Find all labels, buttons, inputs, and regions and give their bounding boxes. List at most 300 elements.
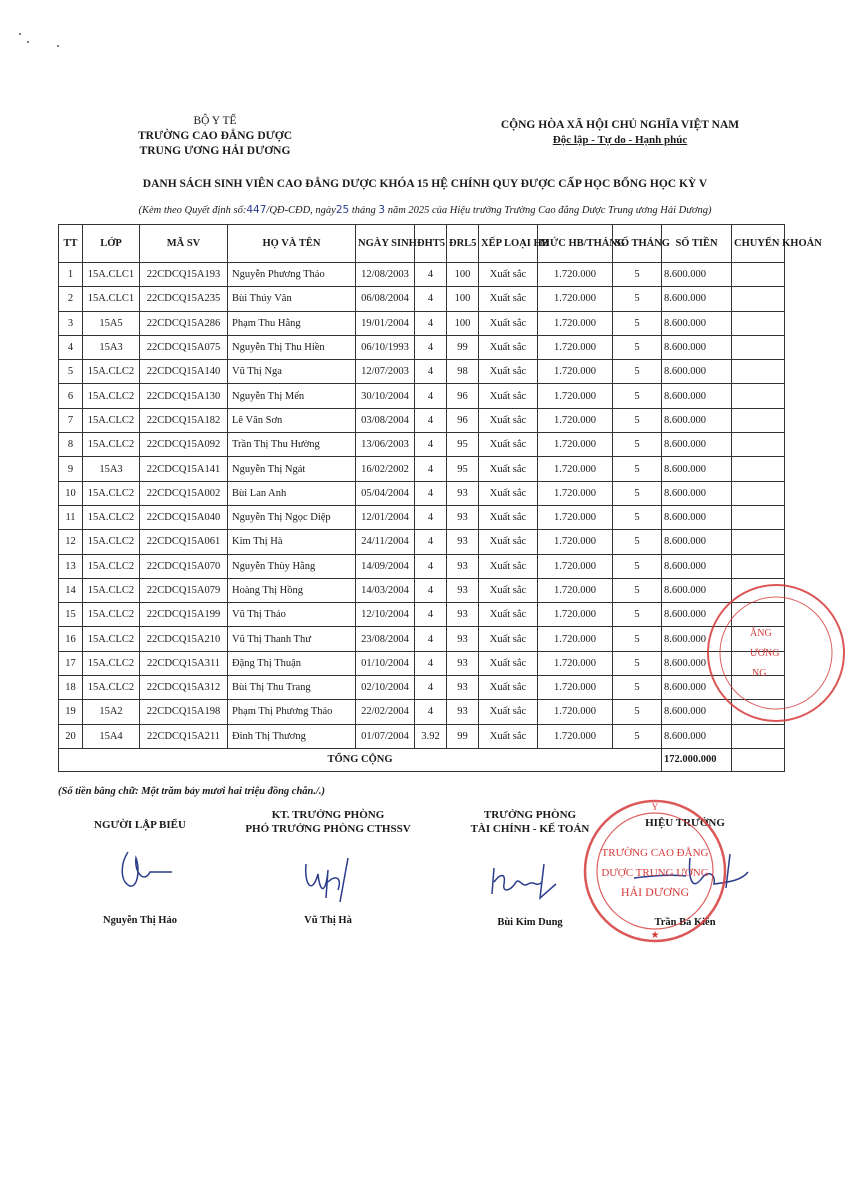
cell-transfer bbox=[732, 481, 785, 505]
cell-student-id: 22CDCQ15A092 bbox=[140, 433, 228, 457]
cell-class: 15A.CLC2 bbox=[83, 530, 140, 554]
cell-dht5: 4 bbox=[415, 335, 447, 359]
cell-student-id: 22CDCQ15A061 bbox=[140, 530, 228, 554]
cell-monthly-rate: 1.720.000 bbox=[538, 481, 613, 505]
cell-student-id: 22CDCQ15A182 bbox=[140, 408, 228, 432]
svg-text:★: ★ bbox=[650, 930, 660, 941]
table-row bbox=[59, 311, 785, 335]
cell-student-id: 22CDCQ15A286 bbox=[140, 311, 228, 335]
cell-dht5: 4 bbox=[415, 700, 447, 724]
cell-tt: 17 bbox=[59, 651, 83, 675]
table-header-row bbox=[59, 225, 785, 263]
cell-drl5: 95 bbox=[447, 457, 479, 481]
cell-monthly-rate: 1.720.000 bbox=[538, 578, 613, 602]
cell-dht5: 4 bbox=[415, 578, 447, 602]
cell-tt: 16 bbox=[59, 627, 83, 651]
seal-line2: DƯỢC TRUNG ƯƠNG bbox=[601, 867, 709, 879]
table-row bbox=[59, 603, 785, 627]
cell-birth-date: 14/09/2004 bbox=[356, 554, 415, 578]
cell-student-id: 22CDCQ15A040 bbox=[140, 505, 228, 529]
table-row bbox=[59, 651, 785, 675]
cell-months: 5 bbox=[613, 360, 662, 384]
cell-class: 15A.CLC2 bbox=[83, 505, 140, 529]
cell-rank: Xuất sắc bbox=[479, 433, 538, 457]
cell-birth-date: 05/04/2004 bbox=[356, 481, 415, 505]
cell-amount: 8.600.000 bbox=[662, 700, 732, 724]
cell-monthly-rate: 1.720.000 bbox=[538, 603, 613, 627]
header-monthly-rate: MỨC HB/THÁNG bbox=[538, 225, 613, 263]
cell-rank: Xuất sắc bbox=[479, 481, 538, 505]
cell-amount: 8.600.000 bbox=[662, 724, 732, 748]
cell-amount: 8.600.000 bbox=[662, 651, 732, 675]
motto: Độc lập - Tự do - Hạnh phúc bbox=[552, 134, 688, 146]
cell-months: 5 bbox=[613, 603, 662, 627]
ministry-name: BỘ Y TẾ bbox=[193, 115, 237, 127]
cell-student-id: 22CDCQ15A070 bbox=[140, 554, 228, 578]
scholarship-table bbox=[58, 224, 822, 772]
header-tt: TT bbox=[59, 225, 83, 263]
cell-tt: 1 bbox=[59, 263, 83, 287]
finance-title1: TRƯỞNG PHÒNG bbox=[483, 809, 577, 821]
cell-birth-date: 12/08/2003 bbox=[356, 263, 415, 287]
cell-full-name: Nguyễn Thùy Hằng bbox=[228, 554, 356, 578]
svg-text:NG: NG bbox=[752, 668, 767, 679]
cell-transfer bbox=[732, 335, 785, 359]
cell-amount: 8.600.000 bbox=[662, 433, 732, 457]
cell-birth-date: 30/10/2004 bbox=[356, 384, 415, 408]
cell-transfer bbox=[732, 433, 785, 457]
cell-class: 15A.CLC1 bbox=[83, 287, 140, 311]
cell-rank: Xuất sắc bbox=[479, 384, 538, 408]
cell-months: 5 bbox=[613, 384, 662, 408]
cell-monthly-rate: 1.720.000 bbox=[538, 287, 613, 311]
cell-rank: Xuất sắc bbox=[479, 360, 538, 384]
decision-ref-part2: /QĐ-CĐD, ngày bbox=[266, 205, 336, 216]
cell-class: 15A.CLC2 bbox=[83, 603, 140, 627]
cell-birth-date: 06/10/1993 bbox=[356, 335, 415, 359]
cell-monthly-rate: 1.720.000 bbox=[538, 311, 613, 335]
cell-drl5: 93 bbox=[447, 578, 479, 602]
cell-dht5: 4 bbox=[415, 408, 447, 432]
table-row bbox=[59, 627, 785, 651]
cell-amount: 8.600.000 bbox=[662, 408, 732, 432]
cell-full-name: Nguyễn Thị Mến bbox=[228, 384, 356, 408]
table-row bbox=[59, 360, 785, 384]
cell-student-id: 22CDCQ15A002 bbox=[140, 481, 228, 505]
table-row bbox=[59, 554, 785, 578]
cell-months: 5 bbox=[613, 335, 662, 359]
cell-rank: Xuất sắc bbox=[479, 700, 538, 724]
cell-birth-date: 12/07/2003 bbox=[356, 360, 415, 384]
country-name: CỘNG HÒA XÃ HỘI CHỦ NGHĨA VIỆT NAM bbox=[500, 119, 740, 131]
table-row bbox=[59, 335, 785, 359]
cell-amount: 8.600.000 bbox=[662, 335, 732, 359]
cell-student-id: 22CDCQ15A210 bbox=[140, 627, 228, 651]
cell-dht5: 4 bbox=[415, 433, 447, 457]
cell-rank: Xuất sắc bbox=[479, 554, 538, 578]
cell-tt: 3 bbox=[59, 311, 83, 335]
cell-dht5: 4 bbox=[415, 530, 447, 554]
cell-dht5: 4 bbox=[415, 287, 447, 311]
cell-full-name: Đinh Thị Thương bbox=[228, 724, 356, 748]
cell-monthly-rate: 1.720.000 bbox=[538, 263, 613, 287]
cell-tt: 20 bbox=[59, 724, 83, 748]
cell-transfer bbox=[732, 554, 785, 578]
cell-tt: 19 bbox=[59, 700, 83, 724]
cell-student-id: 22CDCQ15A193 bbox=[140, 263, 228, 287]
cell-drl5: 93 bbox=[447, 651, 479, 675]
total-label: TỔNG CỘNG bbox=[59, 748, 662, 771]
cell-birth-date: 19/01/2004 bbox=[356, 311, 415, 335]
official-seal-icon bbox=[580, 796, 730, 946]
cell-drl5: 93 bbox=[447, 554, 479, 578]
cell-amount: 8.600.000 bbox=[662, 263, 732, 287]
cell-drl5: 95 bbox=[447, 433, 479, 457]
cell-rank: Xuất sắc bbox=[479, 311, 538, 335]
cell-full-name: Nguyễn Thị Ngọc Diệp bbox=[228, 505, 356, 529]
cell-class: 15A.CLC2 bbox=[83, 433, 140, 457]
cell-months: 5 bbox=[613, 724, 662, 748]
table-row bbox=[59, 700, 785, 724]
svg-text:Y: Y bbox=[651, 802, 659, 812]
cell-rank: Xuất sắc bbox=[479, 457, 538, 481]
cell-class: 15A.CLC2 bbox=[83, 578, 140, 602]
cell-rank: Xuất sắc bbox=[479, 603, 538, 627]
cell-transfer bbox=[732, 530, 785, 554]
cell-class: 15A.CLC2 bbox=[83, 676, 140, 700]
cell-class: 15A.CLC2 bbox=[83, 627, 140, 651]
cell-rank: Xuất sắc bbox=[479, 263, 538, 287]
cell-drl5: 100 bbox=[447, 287, 479, 311]
cell-tt: 15 bbox=[59, 603, 83, 627]
cell-class: 15A3 bbox=[83, 457, 140, 481]
cell-drl5: 93 bbox=[447, 530, 479, 554]
cell-amount: 8.600.000 bbox=[662, 457, 732, 481]
cell-transfer bbox=[732, 505, 785, 529]
cell-full-name: Bùi Lan Anh bbox=[228, 481, 356, 505]
cell-dht5: 4 bbox=[415, 360, 447, 384]
table-row bbox=[59, 530, 785, 554]
cell-rank: Xuất sắc bbox=[479, 287, 538, 311]
cell-full-name: Kim Thị Hà bbox=[228, 530, 356, 554]
preparer-name: Nguyễn Thị Hảo bbox=[103, 915, 177, 926]
cell-amount: 8.600.000 bbox=[662, 360, 732, 384]
cell-student-id: 22CDCQ15A211 bbox=[140, 724, 228, 748]
cell-drl5: 100 bbox=[447, 263, 479, 287]
cell-months: 5 bbox=[613, 457, 662, 481]
student-affairs-name: Vũ Thị Hà bbox=[304, 915, 352, 926]
cell-full-name: Vũ Thị Nga bbox=[228, 360, 356, 384]
cell-tt: 18 bbox=[59, 676, 83, 700]
header-birth-date: NGÀY SINH bbox=[356, 225, 415, 263]
table-row bbox=[59, 384, 785, 408]
table-row bbox=[59, 263, 785, 287]
cell-amount: 8.600.000 bbox=[662, 578, 732, 602]
cell-amount: 8.600.000 bbox=[662, 505, 732, 529]
signature-block-preparer bbox=[80, 818, 200, 930]
cell-class: 15A.CLC2 bbox=[83, 651, 140, 675]
cell-monthly-rate: 1.720.000 bbox=[538, 408, 613, 432]
cell-birth-date: 16/02/2002 bbox=[356, 457, 415, 481]
cell-tt: 8 bbox=[59, 433, 83, 457]
cell-months: 5 bbox=[613, 700, 662, 724]
cell-class: 15A5 bbox=[83, 311, 140, 335]
principal-name: Trần Bá Kiên bbox=[654, 917, 716, 928]
cell-full-name: Phạm Thị Phương Thảo bbox=[228, 700, 356, 724]
cell-dht5: 4 bbox=[415, 676, 447, 700]
cell-amount: 8.600.000 bbox=[662, 603, 732, 627]
student-affairs-title2: PHÓ TRƯỞNG PHÒNG CTHSSV bbox=[245, 823, 411, 835]
table-row bbox=[59, 287, 785, 311]
cell-dht5: 4 bbox=[415, 627, 447, 651]
cell-monthly-rate: 1.720.000 bbox=[538, 700, 613, 724]
cell-drl5: 96 bbox=[447, 408, 479, 432]
cell-tt: 7 bbox=[59, 408, 83, 432]
cell-monthly-rate: 1.720.000 bbox=[538, 530, 613, 554]
cell-rank: Xuất sắc bbox=[479, 676, 538, 700]
cell-rank: Xuất sắc bbox=[479, 335, 538, 359]
cell-monthly-rate: 1.720.000 bbox=[538, 505, 613, 529]
cell-dht5: 4 bbox=[415, 554, 447, 578]
cell-rank: Xuất sắc bbox=[479, 530, 538, 554]
cell-tt: 2 bbox=[59, 287, 83, 311]
decision-ref-part4: năm 2025 của Hiệu trưởng Trường Cao đẳng Dược Trung ương Hải Dương) bbox=[387, 205, 712, 216]
cell-drl5: 93 bbox=[447, 603, 479, 627]
cell-student-id: 22CDCQ15A235 bbox=[140, 287, 228, 311]
cell-full-name: Lê Văn Sơn bbox=[228, 408, 356, 432]
cell-months: 5 bbox=[613, 287, 662, 311]
cell-birth-date: 23/08/2004 bbox=[356, 627, 415, 651]
cell-student-id: 22CDCQ15A311 bbox=[140, 651, 228, 675]
cell-drl5: 98 bbox=[447, 360, 479, 384]
principal-title: HIỆU TRƯỞNG bbox=[645, 817, 725, 829]
cell-months: 5 bbox=[613, 481, 662, 505]
cell-transfer bbox=[732, 287, 785, 311]
amount-in-words: (Số tiền bằng chữ: Một trăm bảy mươi hai triệu đồng chẵn./.) bbox=[58, 786, 326, 797]
table-row bbox=[59, 457, 785, 481]
cell-student-id: 22CDCQ15A312 bbox=[140, 676, 228, 700]
scan-marks bbox=[14, 28, 64, 58]
table-row bbox=[59, 676, 785, 700]
cell-full-name: Hoàng Thị Hồng bbox=[228, 578, 356, 602]
student-affairs-signature bbox=[298, 844, 368, 904]
cell-monthly-rate: 1.720.000 bbox=[538, 651, 613, 675]
total-transfer-cell bbox=[732, 748, 785, 771]
cell-full-name: Nguyễn Thị Thu Hiền bbox=[228, 335, 356, 359]
cell-drl5: 99 bbox=[447, 724, 479, 748]
cell-student-id: 22CDCQ15A075 bbox=[140, 335, 228, 359]
cell-monthly-rate: 1.720.000 bbox=[538, 676, 613, 700]
cell-full-name: Nguyễn Phương Thảo bbox=[228, 263, 356, 287]
table-body bbox=[59, 263, 785, 749]
preparer-title: NGƯỜI LẬP BIỂU bbox=[94, 819, 186, 831]
cell-drl5: 93 bbox=[447, 627, 479, 651]
cell-months: 5 bbox=[613, 578, 662, 602]
cell-class: 15A.CLC1 bbox=[83, 263, 140, 287]
seal-line3: HẢI DƯƠNG bbox=[620, 885, 690, 899]
cell-full-name: Nguyễn Thị Ngát bbox=[228, 457, 356, 481]
cell-amount: 8.600.000 bbox=[662, 627, 732, 651]
cell-tt: 13 bbox=[59, 554, 83, 578]
cell-rank: Xuất sắc bbox=[479, 651, 538, 675]
preparer-signature bbox=[110, 844, 180, 894]
cell-tt: 11 bbox=[59, 505, 83, 529]
student-affairs-title1: KT. TRƯỞNG PHÒNG bbox=[271, 809, 385, 821]
cell-birth-date: 24/11/2004 bbox=[356, 530, 415, 554]
cell-full-name: Trần Thị Thu Hường bbox=[228, 433, 356, 457]
cell-months: 5 bbox=[613, 408, 662, 432]
cell-transfer bbox=[732, 408, 785, 432]
cell-class: 15A.CLC2 bbox=[83, 554, 140, 578]
header-drl5: ĐRL5 bbox=[447, 225, 479, 263]
cell-rank: Xuất sắc bbox=[479, 627, 538, 651]
cell-birth-date: 13/06/2003 bbox=[356, 433, 415, 457]
cell-monthly-rate: 1.720.000 bbox=[538, 457, 613, 481]
total-value: 172.000.000 bbox=[662, 748, 732, 771]
cell-rank: Xuất sắc bbox=[479, 505, 538, 529]
cell-tt: 9 bbox=[59, 457, 83, 481]
cell-birth-date: 12/10/2004 bbox=[356, 603, 415, 627]
header-student-id: MÃ SV bbox=[140, 225, 228, 263]
cell-amount: 8.600.000 bbox=[662, 311, 732, 335]
cell-dht5: 4 bbox=[415, 263, 447, 287]
cell-class: 15A2 bbox=[83, 700, 140, 724]
school-name-line2: TRUNG ƯƠNG HẢI DƯƠNG bbox=[139, 145, 291, 157]
cell-months: 5 bbox=[613, 554, 662, 578]
cell-monthly-rate: 1.720.000 bbox=[538, 384, 613, 408]
decision-ref-part1: (Kèm theo Quyết định số: bbox=[138, 205, 247, 216]
cell-full-name: Bùi Thúy Vân bbox=[228, 287, 356, 311]
ministry-header bbox=[95, 114, 335, 159]
svg-text:ẲNG: ẲNG bbox=[750, 628, 772, 639]
cell-transfer bbox=[732, 311, 785, 335]
table-row bbox=[59, 408, 785, 432]
cell-transfer bbox=[732, 457, 785, 481]
cell-transfer bbox=[732, 360, 785, 384]
cell-dht5: 4 bbox=[415, 457, 447, 481]
table-row bbox=[59, 578, 785, 602]
cell-rank: Xuất sắc bbox=[479, 578, 538, 602]
cell-birth-date: 14/03/2004 bbox=[356, 578, 415, 602]
table-row bbox=[59, 481, 785, 505]
cell-student-id: 22CDCQ15A140 bbox=[140, 360, 228, 384]
cell-months: 5 bbox=[613, 505, 662, 529]
cell-class: 15A.CLC2 bbox=[83, 384, 140, 408]
finance-title2: TÀI CHÍNH - KẾ TOÁN bbox=[470, 823, 590, 835]
header-months: SỐ THÁNG bbox=[613, 225, 662, 263]
cell-amount: 8.600.000 bbox=[662, 676, 732, 700]
cell-birth-date: 01/10/2004 bbox=[356, 651, 415, 675]
table-row bbox=[59, 724, 785, 748]
cell-student-id: 22CDCQ15A199 bbox=[140, 603, 228, 627]
cell-monthly-rate: 1.720.000 bbox=[538, 335, 613, 359]
header-rank: XẾP LOẠI HB bbox=[479, 225, 538, 263]
cell-tt: 12 bbox=[59, 530, 83, 554]
cell-drl5: 93 bbox=[447, 700, 479, 724]
cell-rank: Xuất sắc bbox=[479, 724, 538, 748]
cell-class: 15A.CLC2 bbox=[83, 408, 140, 432]
header-transfer: CHUYỂN KHOẢN bbox=[732, 225, 785, 263]
cell-months: 5 bbox=[613, 433, 662, 457]
cell-transfer bbox=[732, 263, 785, 287]
cell-monthly-rate: 1.720.000 bbox=[538, 627, 613, 651]
national-header bbox=[470, 118, 770, 148]
cell-tt: 14 bbox=[59, 578, 83, 602]
cell-amount: 8.600.000 bbox=[662, 287, 732, 311]
cell-drl5: 99 bbox=[447, 335, 479, 359]
cell-monthly-rate: 1.720.000 bbox=[538, 554, 613, 578]
cell-amount: 8.600.000 bbox=[662, 554, 732, 578]
header-class: LỚP bbox=[83, 225, 140, 263]
cell-tt: 5 bbox=[59, 360, 83, 384]
svg-text:ƯƠNG: ƯƠNG bbox=[750, 648, 780, 659]
cell-birth-date: 22/02/2004 bbox=[356, 700, 415, 724]
cell-tt: 4 bbox=[59, 335, 83, 359]
cell-full-name: Vũ Thị Thảo bbox=[228, 603, 356, 627]
cell-monthly-rate: 1.720.000 bbox=[538, 724, 613, 748]
decision-day: 25 bbox=[335, 204, 350, 216]
table-row bbox=[59, 505, 785, 529]
decision-number: 447 bbox=[246, 204, 267, 216]
header-dht5: ĐHT5 bbox=[415, 225, 447, 263]
cell-full-name: Bùi Thị Thu Trang bbox=[228, 676, 356, 700]
cell-months: 5 bbox=[613, 627, 662, 651]
school-name-line1: TRƯỜNG CAO ĐẲNG DƯỢC bbox=[137, 130, 293, 142]
cell-class: 15A3 bbox=[83, 335, 140, 359]
cell-full-name: Đặng Thị Thuận bbox=[228, 651, 356, 675]
cell-amount: 8.600.000 bbox=[662, 384, 732, 408]
cell-student-id: 22CDCQ15A130 bbox=[140, 384, 228, 408]
finance-signature bbox=[486, 854, 566, 904]
decision-month: 3 bbox=[378, 204, 386, 216]
edge-seal-icon bbox=[738, 578, 850, 728]
cell-birth-date: 06/08/2004 bbox=[356, 287, 415, 311]
cell-dht5: 4 bbox=[415, 603, 447, 627]
cell-drl5: 93 bbox=[447, 676, 479, 700]
cell-drl5: 93 bbox=[447, 505, 479, 529]
signature-block-student-affairs bbox=[228, 808, 428, 930]
total-row bbox=[59, 748, 785, 771]
decision-reference bbox=[0, 204, 850, 216]
cell-student-id: 22CDCQ15A079 bbox=[140, 578, 228, 602]
cell-monthly-rate: 1.720.000 bbox=[538, 360, 613, 384]
cell-dht5: 4 bbox=[415, 481, 447, 505]
cell-student-id: 22CDCQ15A141 bbox=[140, 457, 228, 481]
cell-tt: 6 bbox=[59, 384, 83, 408]
cell-birth-date: 12/01/2004 bbox=[356, 505, 415, 529]
cell-months: 5 bbox=[613, 311, 662, 335]
cell-dht5: 4 bbox=[415, 384, 447, 408]
cell-drl5: 96 bbox=[447, 384, 479, 408]
cell-drl5: 100 bbox=[447, 311, 479, 335]
cell-tt: 10 bbox=[59, 481, 83, 505]
cell-drl5: 93 bbox=[447, 481, 479, 505]
cell-months: 5 bbox=[613, 530, 662, 554]
cell-months: 5 bbox=[613, 263, 662, 287]
header-amount: SỐ TIỀN bbox=[662, 225, 732, 263]
cell-birth-date: 02/10/2004 bbox=[356, 676, 415, 700]
cell-dht5: 4 bbox=[415, 311, 447, 335]
cell-amount: 8.600.000 bbox=[662, 530, 732, 554]
finance-name: Bùi Kim Dung bbox=[497, 917, 563, 928]
cell-rank: Xuất sắc bbox=[479, 408, 538, 432]
cell-months: 5 bbox=[613, 676, 662, 700]
seal-line1: TRƯỜNG CAO ĐẲNG bbox=[601, 847, 709, 859]
cell-monthly-rate: 1.720.000 bbox=[538, 433, 613, 457]
cell-birth-date: 03/08/2004 bbox=[356, 408, 415, 432]
cell-class: 15A.CLC2 bbox=[83, 481, 140, 505]
cell-months: 5 bbox=[613, 651, 662, 675]
